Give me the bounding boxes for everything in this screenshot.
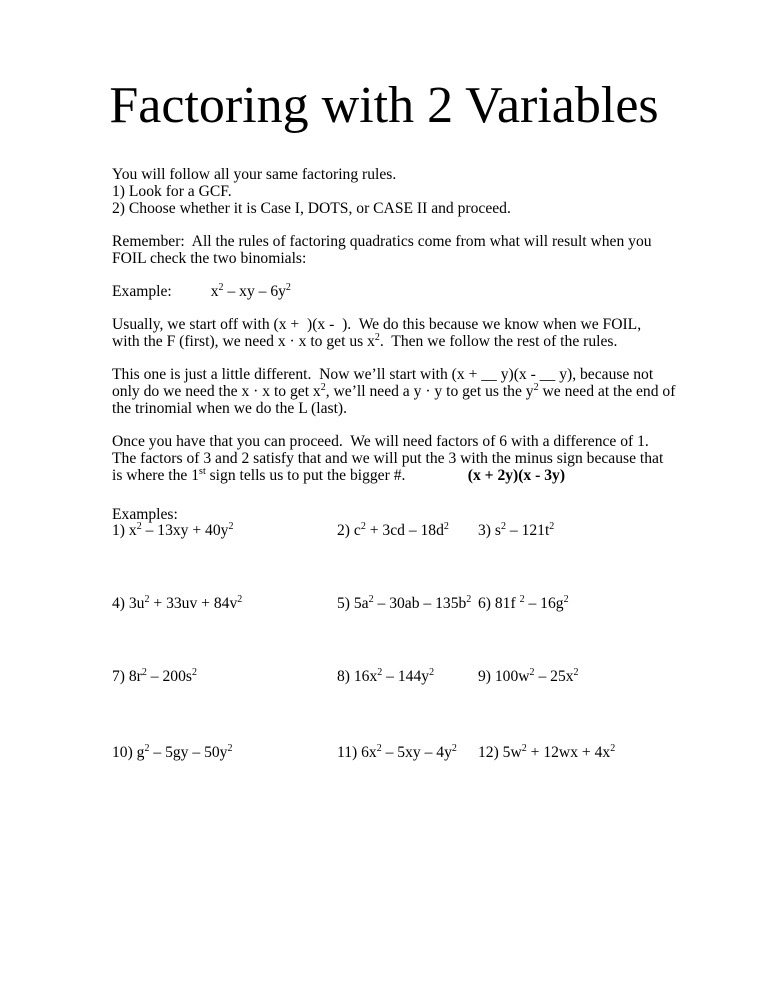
text: 12) 5w [478, 744, 522, 761]
text: we need at the end of [538, 383, 676, 400]
superscript: 2 [285, 282, 291, 293]
text: , we’ll need a y · y to get us the y [325, 383, 534, 400]
text: – 121t [505, 522, 550, 539]
superscript: 2 [144, 594, 150, 605]
superscript: 2 [500, 521, 506, 532]
superscript: 2 [191, 667, 197, 678]
superscript: 2 [360, 521, 366, 532]
text: 5) 5a [337, 595, 369, 612]
superscript: 2 [451, 743, 457, 754]
text: Remember: All the rules of factoring quadratics come from what will result when you [112, 233, 652, 250]
superscript: st [199, 466, 206, 477]
superscript: 2 [218, 282, 224, 293]
problem-item [337, 668, 434, 685]
text: – 30ab – 135b [373, 595, 467, 612]
problem-item [112, 744, 232, 761]
text: You will follow all your same factoring rules. [112, 166, 397, 183]
superscript: 2 [443, 521, 449, 532]
text: 7) 8r [112, 668, 142, 685]
problem-item [478, 744, 615, 761]
example-answer: (x + 2y)(x - 3y) [467, 467, 566, 484]
superscript: 2 [368, 594, 374, 605]
text: 2) Choose whether it is Case I, DOTS, or CASE II and proceed. [112, 200, 511, 217]
text: – 13xy + 40y [141, 522, 229, 539]
text: + 3cd – 18d [365, 522, 444, 539]
text-line [112, 250, 306, 267]
text-line [112, 433, 649, 450]
text: – 5xy – 4y [381, 744, 452, 761]
text-line [112, 183, 232, 200]
superscript: 2 [136, 521, 142, 532]
superscript: 2 [429, 667, 435, 678]
text: 3) s [478, 522, 501, 539]
problem-item [478, 522, 554, 539]
problem-item [112, 522, 233, 539]
problem-item [112, 595, 242, 612]
superscript: 2 [141, 667, 147, 678]
page-title: Factoring with 2 Variables [109, 77, 659, 134]
text-line [112, 166, 396, 183]
text: 4) 3u [112, 595, 145, 612]
text-line [112, 333, 617, 350]
text-line [112, 383, 675, 400]
text-line [112, 316, 641, 333]
superscript: 2 [320, 382, 326, 393]
text: the trinomial when we do the L (last). [112, 400, 347, 417]
text: 8) 16x [337, 668, 378, 685]
superscript: 2 [374, 332, 380, 343]
text: + 33uv + 84v [149, 595, 238, 612]
superscript: 2 [563, 594, 569, 605]
superscript: 2 [610, 743, 616, 754]
superscript: 2 [521, 743, 527, 754]
superscript: 2 [376, 743, 382, 754]
superscript: 2 [466, 594, 472, 605]
text: This one is just a little different. Now we’ll start with (x + __ y)(x - __ y), because not [112, 366, 654, 383]
text: only do we need the x · x to get x [112, 383, 321, 400]
superscript: 2 [529, 667, 535, 678]
text: The factors of 3 and 2 satisfy that and we will put the 3 with the minus sign because that [112, 450, 664, 467]
text: 1) x [112, 522, 137, 539]
text: Examples: [112, 506, 178, 523]
text-line [112, 200, 511, 217]
text: is where the 1 [112, 467, 200, 484]
problem-item [112, 668, 197, 685]
text: with the F (first), we need x · x to get us x [112, 333, 375, 350]
text: 1) Look for a GCF. [112, 183, 232, 200]
text: – 5gy – 50y [149, 744, 228, 761]
text: – 25x [534, 668, 574, 685]
text-line [112, 450, 663, 467]
text: 9) 100w [478, 668, 530, 685]
text: . Then we follow the rest of the rules. [379, 333, 618, 350]
text-line [112, 366, 653, 383]
text-line [112, 467, 565, 484]
text-line [112, 506, 178, 523]
text: – xy – 6y [223, 283, 286, 300]
superscript: 2 [377, 667, 383, 678]
superscript: 2 [237, 594, 243, 605]
problem-item [478, 595, 569, 612]
text: 6) 81f [478, 595, 520, 612]
text: – 200s [146, 668, 192, 685]
text: Once you have that you can proceed. We will need factors of 6 with a difference of 1. [112, 433, 649, 450]
text: – 16g [524, 595, 564, 612]
text-line [112, 233, 652, 250]
text-line [112, 400, 347, 417]
text-line [112, 283, 291, 300]
text: Usually, we start off with (x + )(x - ). We do this because we know when we FOIL, [112, 316, 642, 333]
superscript: 2 [519, 594, 525, 605]
superscript: 2 [227, 743, 233, 754]
superscript: 2 [228, 521, 234, 532]
superscript: 2 [533, 382, 539, 393]
problem-item [337, 744, 457, 761]
text: – 144y [382, 668, 430, 685]
text: 11) 6x [337, 744, 377, 761]
problem-item [337, 595, 471, 612]
text: 10) g [112, 744, 145, 761]
text: FOIL check the two binomials: [112, 250, 307, 267]
text: + 12wx + 4x [526, 744, 611, 761]
problem-item [337, 522, 449, 539]
superscript: 2 [144, 743, 150, 754]
text: Example: x [112, 283, 219, 300]
superscript: 2 [549, 521, 555, 532]
text: 2) c [337, 522, 361, 539]
text: sign tells us to put the bigger #. [205, 467, 468, 484]
problem-item [478, 668, 579, 685]
superscript: 2 [573, 667, 579, 678]
